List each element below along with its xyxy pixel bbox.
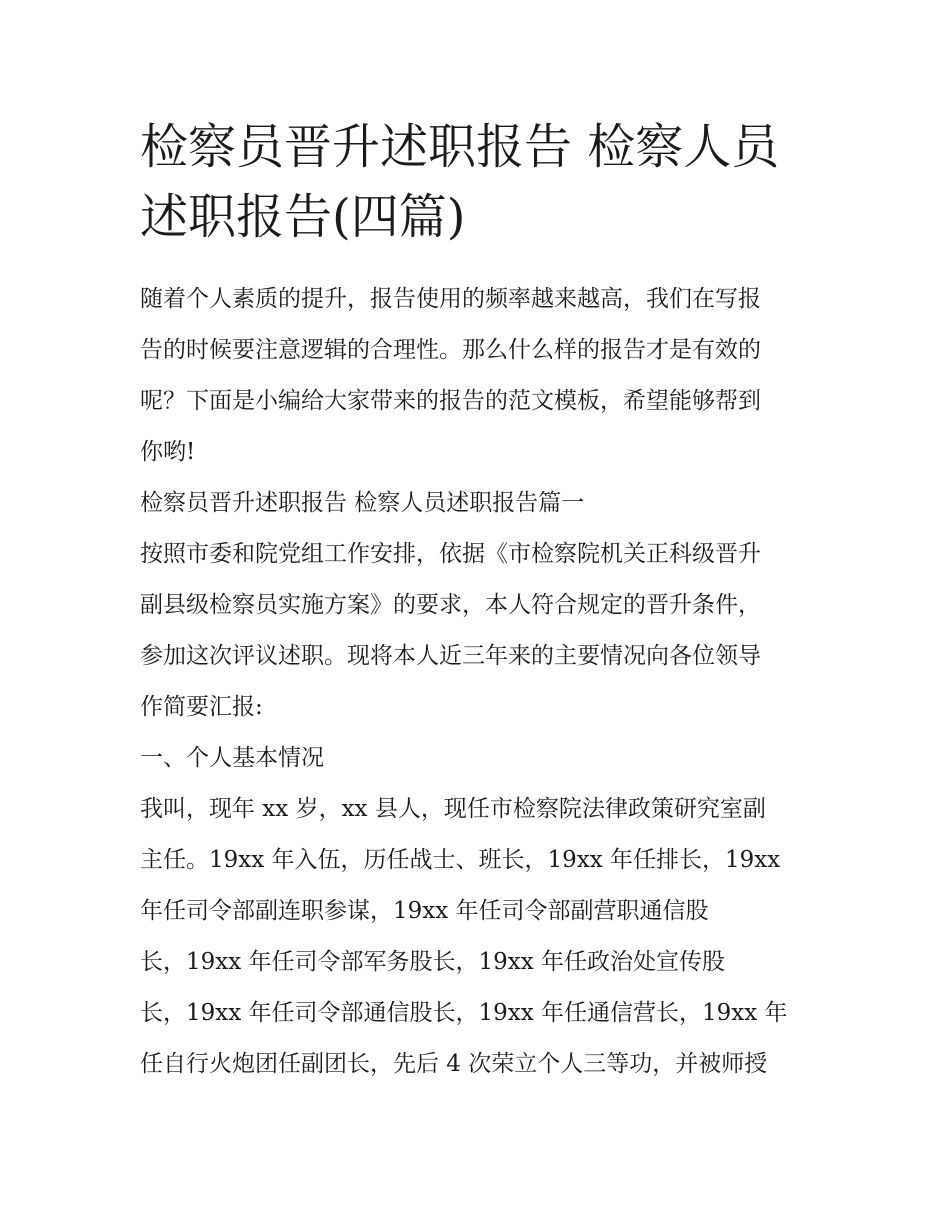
body-text-line: 主任。19xx 年入伍，历任战士、班长，19xx 年任排长，19xx bbox=[140, 847, 781, 873]
body-text-line: 呢？下面是小编给大家带来的报告的范文模板，希望能够帮到 bbox=[140, 388, 761, 414]
subsection-heading: 一、个人基本情况 bbox=[140, 745, 324, 771]
document-title bbox=[140, 112, 830, 252]
body-text-line: 副县级检察员实施方案》的要求，本人符合规定的晋升条件， bbox=[140, 592, 761, 618]
document-body bbox=[140, 274, 830, 1090]
body-text-line: 告的时候要注意逻辑的合理性。那么什么样的报告才是有效的 bbox=[140, 337, 761, 363]
body-text-line: 按照市委和院党组工作安排，依据《市检察院机关正科级晋升 bbox=[140, 541, 761, 567]
body-text-line: 长，19xx 年任司令部军务股长，19xx 年任政治处宣传股 bbox=[140, 949, 726, 975]
title-line: 述职报告(四篇) bbox=[140, 189, 466, 245]
title-line: 检察员晋升述职报告 检察人员 bbox=[140, 119, 780, 175]
body-text-line: 你哟! bbox=[140, 439, 196, 465]
body-text-line: 任自行火炮团任副团长，先后 4 次荣立个人三等功，并被师授 bbox=[140, 1051, 768, 1077]
body-text-line: 长，19xx 年任司令部通信股长，19xx 年任通信营长，19xx 年 bbox=[140, 1000, 788, 1026]
body-text-line: 我叫，现年 xx 岁，xx 县人，现任市检察院法律政策研究室副 bbox=[140, 796, 766, 822]
body-text-line: 作简要汇报: bbox=[140, 694, 263, 720]
section-heading: 检察员晋升述职报告 检察人员述职报告篇一 bbox=[140, 490, 585, 516]
body-text-line: 年任司令部副连职参谋，19xx 年任司令部副营职通信股 bbox=[140, 898, 709, 924]
body-text-line: 参加这次评议述职。现将本人近三年来的主要情况向各位领导 bbox=[140, 643, 761, 669]
body-text-line: 随着个人素质的提升，报告使用的频率越来越高，我们在写报 bbox=[140, 286, 761, 312]
